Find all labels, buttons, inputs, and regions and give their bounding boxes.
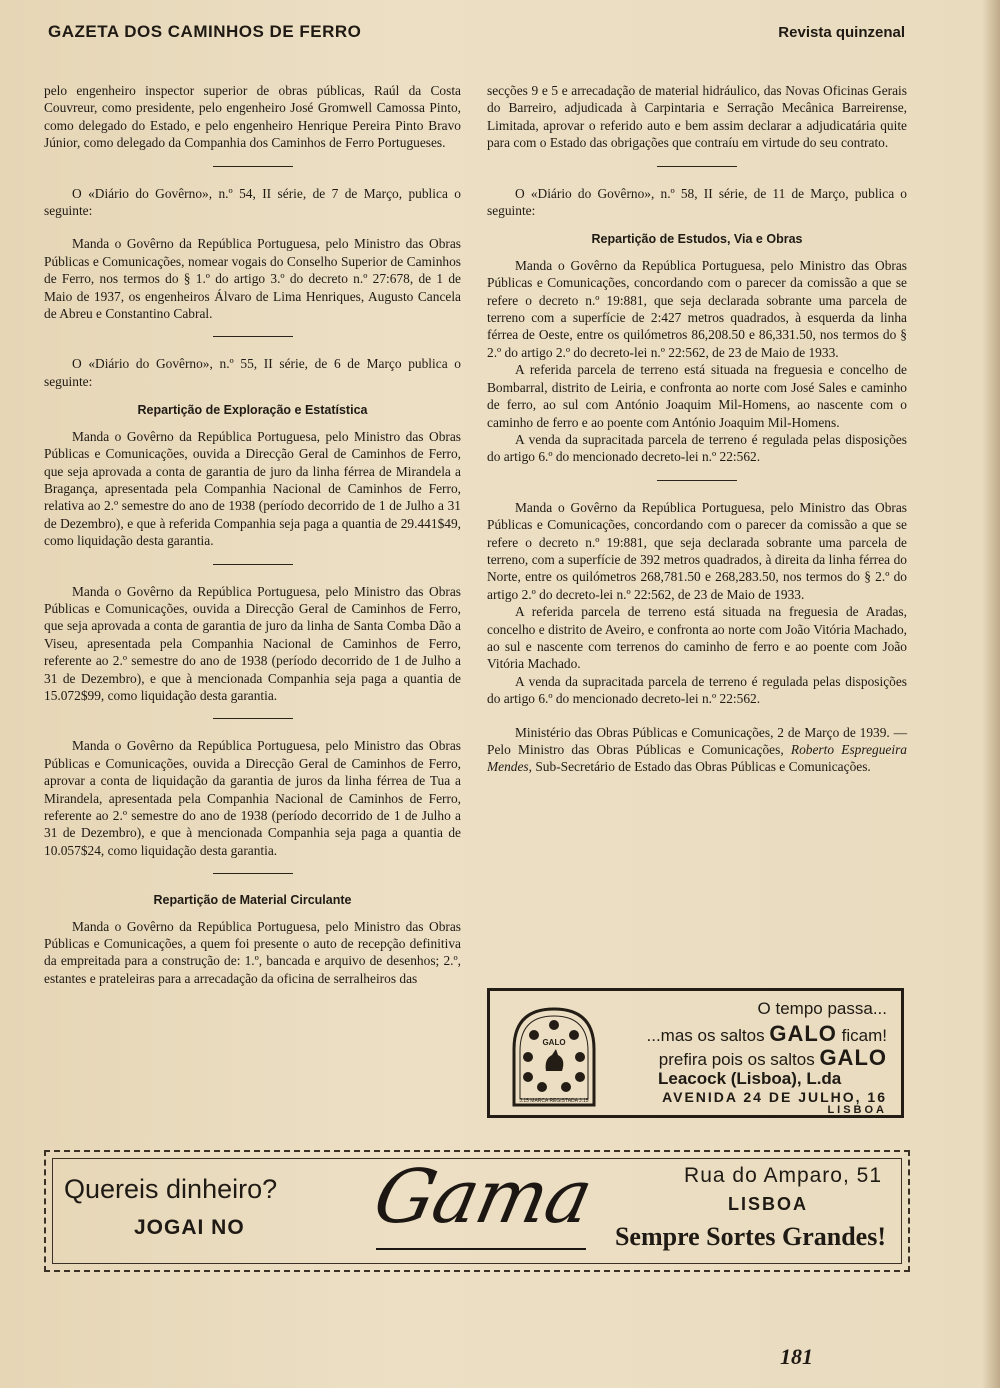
ad-line: ...mas os saltos GALO ficam! [646, 1021, 887, 1046]
paragraph: A referida parcela de terreno está situada na freguesia e concelho de Bombarral, distrito de Leiria, e confronta ao norte com José Sales e caminho de ferro, ao sul com António Joaquim Mil-Homens, ao nascente com o caminho de ferro e ao poente com António Joaquim Mil-Homens. [487, 362, 907, 430]
ad-company: Leacock (Lisboa), L.da [658, 1069, 842, 1088]
galo-advertisement [487, 988, 904, 1118]
brand-name: GALO [819, 1045, 887, 1070]
gama-logo: Gama [366, 1154, 599, 1240]
heel-trademark-text: J.15 MARCA REGISTADA J.15 [519, 1098, 589, 1104]
shoe-heel-icon [508, 1005, 600, 1109]
paragraph: A venda da supracitada parcela de terreno é regulada pelas disposições do artigo 6.º do mencionado decreto-lei n.º 22:562. [487, 431, 907, 465]
ad-line: prefira pois os saltos GALO [658, 1045, 887, 1070]
section-heading: Repartição de Estudos, Via e Obras [591, 232, 803, 247]
paragraph: pelo engenheiro inspector superior de obras públicas, Raúl da Costa Couvreur, como presidente, pelo engenheiro José Gromwell Camossa Pinto, como delegado do Estado, e pelo engenheiro Henrique Pereira Pinto Bravo Júnior, como delegado da Companhia dos Caminhos de Ferro Portugueses. [44, 83, 461, 151]
logo-underline [376, 1248, 586, 1250]
paragraph: secções 9 e 5 e arrecadação de material hidráulico, das Novas Oficinas Gerais do Barreiro, adjudicada à Carpintaria e Serração Mecânica Barreirense, Limitada, aprovar o referido auto e bem assim declarar a adjudicatária quite para com o Estado das obrigações que contraíu em virtude do seu contrato. [487, 83, 907, 151]
page-number: 181 [780, 1344, 813, 1369]
paragraph: O «Diário do Govêrno», n.º 54, II série, de 7 de Março, publica o seguinte: [44, 185, 461, 219]
paragraph: Manda o Govêrno da República Portuguesa, pelo Ministro das Obras Públicas e Comunicações, concordando com o parecer da comissão a que se refere o decreto n.º 19:881, que seja declarada sobrante uma parcela de terreno, com a superfície de 392 metros quadrados, à direita da linha férrea do Norte, entre os quilómetros 268,781.50 e 268,283.50, nos termos do § 2.º do artigo 2.º do decreto-lei n.º 22:562, de 23 de Maio de 1933. [487, 499, 907, 602]
paragraph: Manda o Govêrno da República Portuguesa, pelo Ministro das Obras Públicas e Comunicações, a quem foi presente o auto de recepção definitiva da empreitada para a construção de: 1.º, bancada e arquivo de desenhos; 2.º, estantes e prateleiras para a arrecadação da oficina de serralheiros das [44, 918, 461, 986]
signature-paragraph [487, 724, 907, 776]
paragraph: O «Diário do Govêrno», n.º 58, II série, de 11 de Março, publica o seguinte: [487, 185, 907, 219]
ad-line: O tempo passa... [757, 999, 887, 1018]
divider [657, 480, 737, 481]
divider [213, 873, 293, 874]
signature-text: Ministério das Obras Públicas e Comunicações, 2 de Março de 1939. — Pelo Ministro das Obras Públicas e Comunicações, [487, 724, 907, 757]
divider [213, 564, 293, 565]
ad-slogan: Sempre Sortes Grandes! [614, 1222, 886, 1251]
signatory-name: Roberto Espregueira Mendes [487, 742, 907, 775]
gama-advertisement [44, 1150, 910, 1272]
paragraph: Manda o Govêrno da República Portuguesa, pelo Ministro das Obras Públicas e Comunicações, ouvida a Direcção Geral de Caminhos de Ferro, que seja aprovada a conta de garantia de juro da linha de Santa Comba Dão a Viseu, apresentada pela Companhia Nacional de Caminhos de Ferro, referente ao 2.º semestre do ano de 1938 (período decorrido de 1 de Julho a 31 de Dezembro), e que à mencionada Companhia seja paga a quantia de 15.072$99, como liquidação desta garantia. [44, 583, 461, 703]
ad-address: AVENIDA 24 DE JULHO, 16 [662, 1089, 887, 1105]
section-heading: Repartição de Exploração e Estatística [137, 403, 368, 418]
ad-city: LISBOA [827, 1104, 887, 1116]
ad-address: Rua do Amparo, 51 [684, 1164, 882, 1187]
paragraph: Manda o Govêrno da República Portuguesa, pelo Ministro das Obras Públicas e Comunicações, ouvida a Direcção Geral de Caminhos de Ferro, aprovar a conta de liquidação da garantia de juros da linha férrea de Tua a Mirandela, apresentada pela Companhia Nacional de Caminhos de Ferro, referente ao 2.º semestre do ano de 1938 (período decorrido de 1 de Julho a 31 de Dezembro), e que à mencionada Companhia seja paga a quantia de 10.057$24, como liquidação desta garantia. [44, 738, 461, 858]
paragraph: A referida parcela de terreno está situada na freguesia de Aradas, concelho e distrito de Aveiro, e confronta ao norte com João Vitória Machado, ao sul e nascente com terrenos do caminho de ferro e ao poente com João Vitória Machado. [487, 604, 907, 672]
left-column [44, 82, 461, 987]
paragraph: O «Diário do Govêrno», n.º 55, II série, de 6 de Março publica o seguinte: [44, 356, 461, 389]
divider [213, 718, 293, 719]
divider [657, 166, 737, 167]
binding-shadow [982, 0, 1000, 1388]
heel-brand-text: GALO [542, 1038, 566, 1047]
section-heading: Repartição de Material Circulante [153, 893, 352, 908]
paragraph: A venda da supracitada parcela de terreno é regulada pelas disposições do artigo 6.º do mencionado decreto-lei n.º 22:562. [487, 673, 907, 707]
right-column [487, 82, 907, 776]
divider [213, 336, 293, 337]
masthead: GAZETA DOS CAMINHOS DE FERRO [48, 22, 362, 41]
brand-name: GALO [769, 1021, 837, 1046]
ad-city: LISBOA [727, 1194, 808, 1214]
paragraph: Manda o Govêrno da República Portuguesa, pelo Ministro das Obras Públicas e Comunicações, concordando com o parecer da comissão a que se refere o decreto n.º 19:881, que seja declarada sobrante uma parcela de terreno com a superfície de 2:427 metros quadrados, à esquerda da linha férrea de Oeste, entre os quilómetros 86,208.50 e 86,331.50, nos termos do § 2.º do artigo 2.º do decreto-lei n.º 22:562, de 23 de Maio de 1933. [487, 257, 907, 360]
divider [213, 166, 293, 167]
page-header [48, 22, 905, 42]
ad-call-to-action: JOGAI NO [134, 1216, 245, 1239]
signature-text: , Sub-Secretário de Estado das Obras Públicas e Comunicações. [528, 759, 871, 775]
paragraph: Manda o Govêrno da República Portuguesa, pelo Ministro das Obras Públicas e Comunicações, nomear vogais do Conselho Superior de Caminhos de Ferro, nos termos do § 1.º do artigo 3.º do decreto n.º 27:678, de 1 de Maio de 1937, os engenheiros Álvaro de Lima Henriques, Augusto Cancela de Abreu e Constantino Cabral. [44, 236, 461, 322]
ad-question: Quereis dinheiro? [64, 1174, 278, 1204]
publication-frequency: Revista quinzenal [778, 24, 905, 41]
paragraph: Manda o Govêrno da República Portuguesa, pelo Ministro das Obras Públicas e Comunicações, ouvida a Direcção Geral de Caminhos de Ferro, que seja aprovada a conta de garantia de juro da linha férrea de Mirandela a Bragança, apresentada pela Companhia Nacional de Caminhos de Ferro, relativa ao 2.º semestre do ano de 1938 (período decorrido de 1 de Julho a 31 de Dezembro), e que à referida Companhia seja paga a quantia de 29.441$49, como liquidação desta garantia. [44, 428, 461, 549]
